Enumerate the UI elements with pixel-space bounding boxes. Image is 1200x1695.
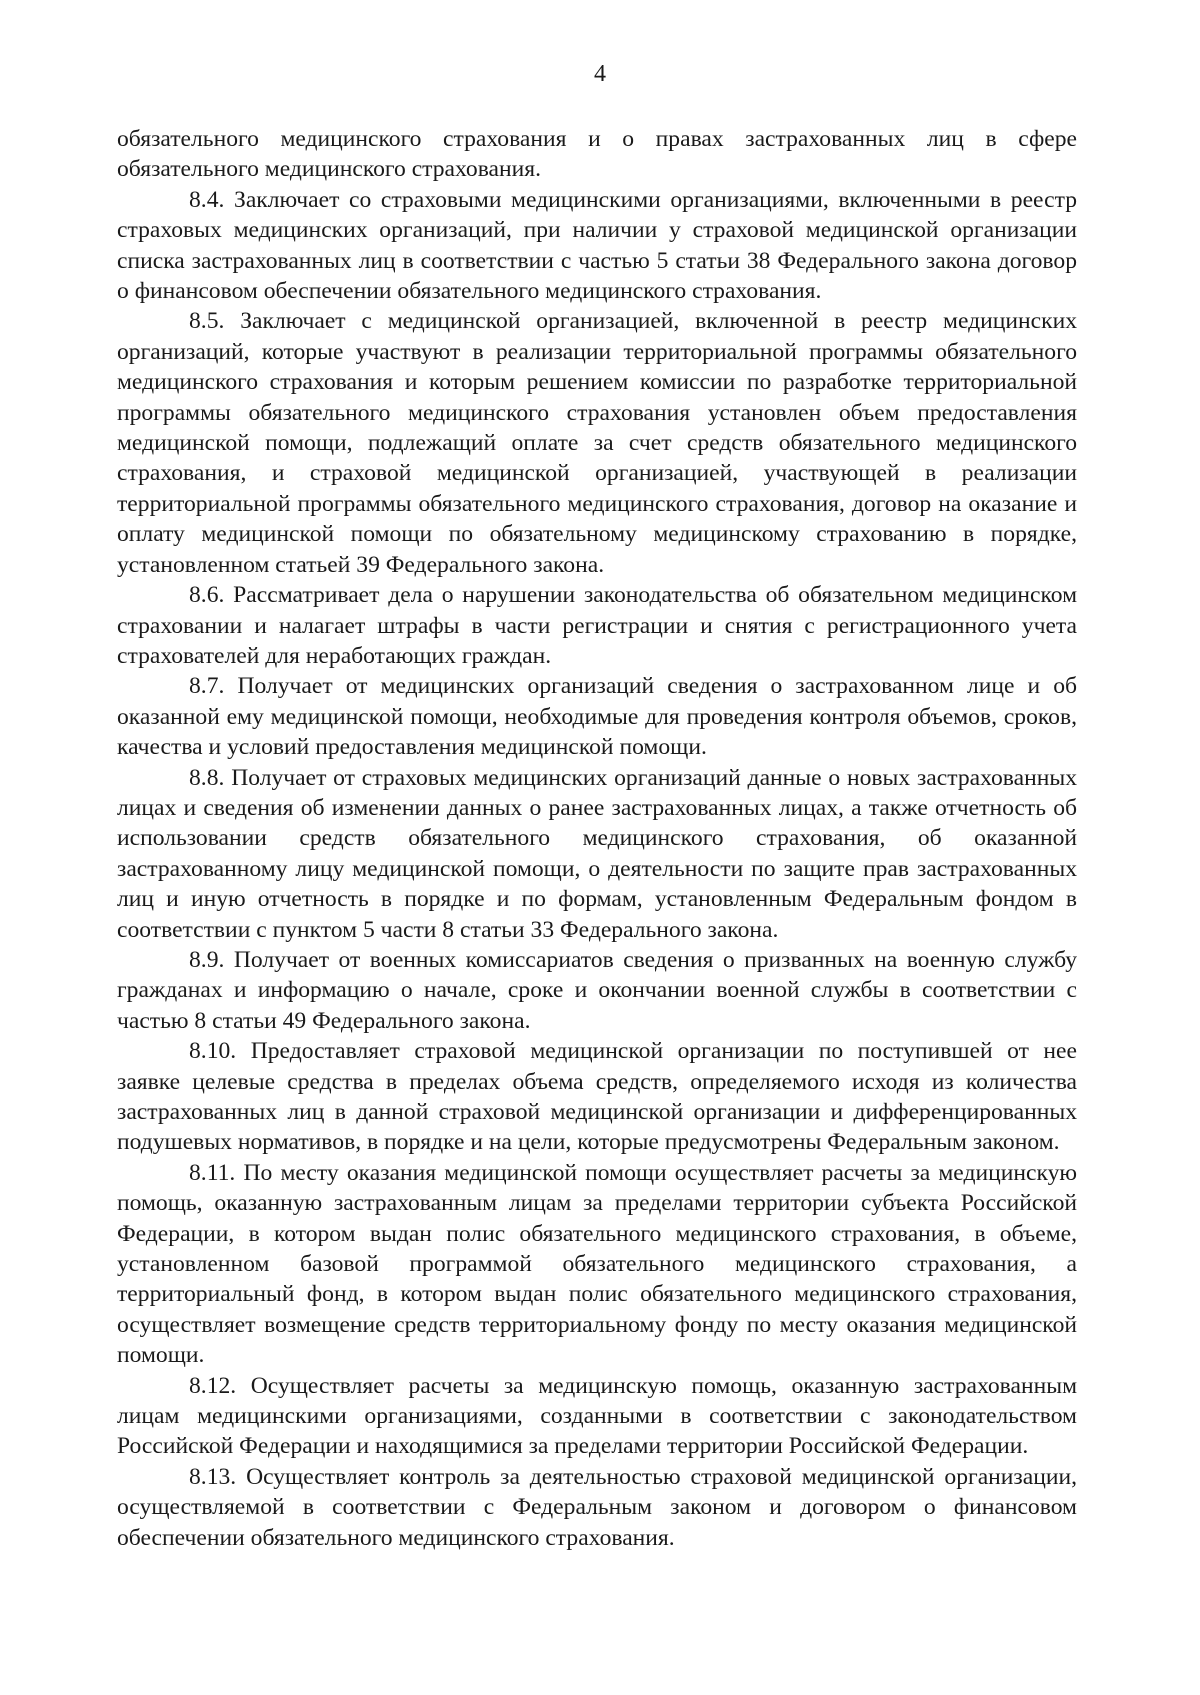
clause-paragraph (117, 580, 1077, 671)
clause-text: Осуществляет расчеты за медицинскую помощь, оказанную застрахованным лицам медицинскими организациями, созданными в соответствии с законодательством Российской Федерации и находящимися за пределами территории Российской Федерации. (117, 1372, 1078, 1460)
clause-paragraph (117, 763, 1077, 945)
clause-paragraph (117, 945, 1077, 1036)
clause-number: 8.9. (189, 946, 225, 973)
clause-text: обязательного медицинского страхования и о правах застрахованных лиц в сфере обязательного медицинского страхования. (117, 126, 1077, 183)
clause-paragraph (117, 1158, 1077, 1371)
clause-number: 8.7. (189, 673, 225, 700)
clause-text: Рассматривает дела о нарушении законодательства об обязательном медицинском страховании и налагает штрафы в части регистрации и снятия с регистрационного учета страхователей для неработающих граждан. (117, 582, 1077, 669)
document-body (117, 124, 1077, 1553)
clause-paragraph (117, 1462, 1077, 1553)
clause-text: Получает от медицинских организаций сведения о застрахованном лице и об оказанной ему медицинской помощи, необходимые для проведения контроля объемов, сроков, качества и условий предоставления медицинской помощи. (117, 673, 1077, 761)
page-number: 4 (594, 61, 606, 87)
clause-paragraph (117, 306, 1077, 580)
clause-number: 8.8. (189, 764, 225, 791)
continuation-paragraph (117, 124, 1077, 185)
clause-paragraph (117, 671, 1077, 762)
clause-number: 8.12. (189, 1372, 237, 1399)
clause-paragraph (117, 185, 1077, 307)
clause-text: Осуществляет контроль за деятельностью страховой медицинской организации, осуществляемой в соответствии с Федеральным законом и договором о финансовом обеспечении обязательного медицинского страхования. (117, 1463, 1077, 1551)
clause-paragraph (117, 1371, 1077, 1462)
clause-text: Заключает с медицинской организацией, включенной в реестр медицинских организаций, которые участвуют в реализации территориальной программы обязательного медицинского страхования и которым решением комиссии по разработке территориальной программы обязательного медицинского страхования установлен объем предоставления медицинской помощи, подлежащий оплате за счет средств обязательного медицинского страхования, и страховой медицинской организацией, участвующей в реализации территориальной программы обязательного медицинского страхования, договор на оказание и оплату медицинской помощи по обязательному медицинскому страхованию в порядке, установленном статьей 39 Федерального закона. (117, 308, 1077, 578)
clause-number: 8.4. (189, 186, 225, 213)
clause-text: Заключает со страховыми медицинскими организациями, включенными в реестр страховых медицинских организаций, при наличии у страховой медицинской организации списка застрахованных лиц в соответствии с частью 5 статьи 38 Федерального закона договор о финансовом обеспечении обязательного медицинского страхования. (117, 186, 1077, 305)
clause-paragraph (117, 1036, 1077, 1158)
clause-text: По месту оказания медицинской помощи осуществляет расчеты за медицинскую помощь, оказанную застрахованным лицам за пределами территории субъекта Российской Федерации, в котором выдан полис обязательного медицинского страхования, в объеме, установленном базовой программой обязательного медицинского страхования, а территориальный фонд, в котором выдан полис обязательного медицинского страхования, осуществляет возмещение средств территориальному фонду по месту оказания медицинской помощи. (117, 1159, 1077, 1369)
clause-text: Получает от военных комиссариатов сведения о призванных на военную службу гражданах и информацию о начале, сроке и окончании военной службы в соответствии с частью 8 статьи 49 Федерального закона. (117, 946, 1077, 1034)
clause-text: Предоставляет страховой медицинской организации по поступившей от нее заявке целевые средства в пределах объема средств, определяемого исходя из количества застрахованных лиц в данной страховой медицинской организации и дифференцированных подушевых нормативов, в порядке и на цели, которые предусмотрены Федеральным законом. (117, 1038, 1077, 1156)
clause-number: 8.6. (189, 582, 225, 609)
clause-number: 8.5. (189, 308, 225, 335)
clause-number: 8.13. (189, 1463, 237, 1490)
clause-number: 8.11. (189, 1159, 236, 1186)
clause-text: Получает от страховых медицинских организаций данные о новых застрахованных лицах и сведения об изменении данных о ранее застрахованных лицах, а также отчетность об использовании средств обязательного медицинского страхования, об оказанной застрахованному лицу медицинской помощи, о деятельности по защите прав застрахованных лиц и иную отчетность в порядке и по формам, установленным Федеральным фондом в соответствии с пунктом 5 части 8 статьи 33 Федерального закона. (117, 764, 1077, 943)
clause-number: 8.10. (189, 1038, 237, 1065)
